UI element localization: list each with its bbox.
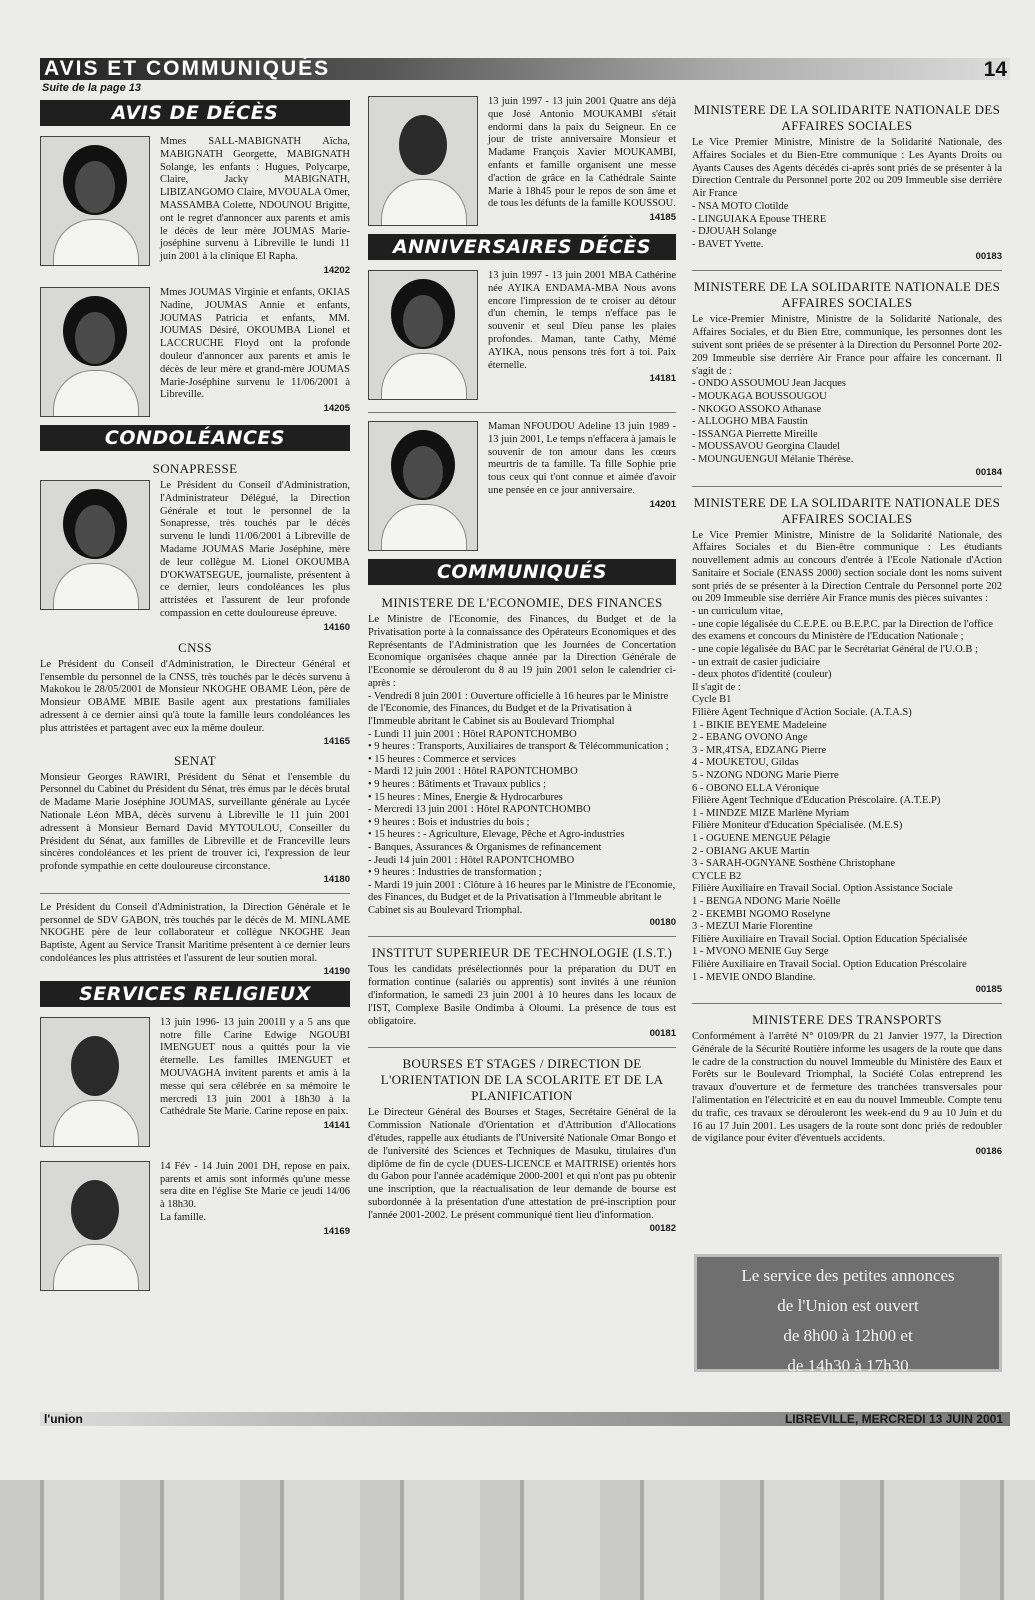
footer-dateline: LIBREVILLE, MERCREDI 13 JUIN 2001 (784, 1412, 1003, 1426)
list-item: - MOUNGUENGUI Mélanie Thérèse. (692, 453, 854, 465)
notice-ref: 14185 (649, 212, 676, 224)
anniversary-notice (368, 96, 676, 230)
list-item: 2 - OBIANG AKUE Martin (692, 845, 810, 857)
services-religieux-heading: SERVICES RELIGIEUX (40, 981, 350, 1007)
notice-ref: 14169 (323, 1225, 350, 1237)
section-title: AVIS ET COMMUNIQUÉS (44, 57, 331, 80)
communique-text: Le vice-Premier Ministre, Ministre de la Solidarité Nationale, des Affaires Sociales, et du Bien Etre, communique, les personnes dont les suivent sont priées de se présenter à la Direction du Personnel Porte 202-209 Immeuble sise derrière Air France pour affaire les concernant. Il s'agit de : (692, 314, 1002, 377)
notice-ref: 00184 (975, 466, 1002, 478)
sonapresse-title: SONAPRESSE (152, 460, 238, 476)
notice-text: Le Président du Conseil d'Administration, le Directeur Général et l'ensemble du personnel de la CNSS, très touchés par le décès survenu à Makokou le 28/05/2001 de Monsieur NKOGHE OBAME Léon, père de Monsieur OBAME MBIE Basile agent aux prestations familiales adressent à ce dernier ainsi qu'à toute la famille leurs condoléances les plus attristées et partagent avec eux la même douleur. (40, 658, 350, 734)
column-1 (40, 96, 350, 1295)
list-item: • 15 heures : Mines, Energie & Hydrocarbures (368, 791, 563, 803)
list-item: - un extrait de casier judiciaire (692, 656, 820, 668)
notice-ref: 00185 (975, 984, 1002, 996)
list-item: Filière Moniteur d'Education Spécialisée. (M.E.S) (692, 820, 903, 832)
list-item: 1 - BIKIE BEYEME Madeleine (692, 719, 827, 731)
list-item: Il s'agit de : (692, 681, 741, 693)
notice-text: 13 juin 1996- 13 juin 2001Il y a 5 ans que notre fille Carine Edwige NGOUBI IMENGUET nous a quittés pour la vie éternelle. Les familles IMENGUET et MOUVAGHA invitent parents et amis à la messe qui sera célébrée en sa mémoire le mercredi 13 juin 2001 à 18h30 à la Cathédrale Ste Marie. Carine repose en paix. (160, 1016, 350, 1118)
communique-title: MINISTERE DE L'ECONOMIE, DES FINANCES (381, 595, 663, 610)
continuation-note: Suite de la page 13 (42, 82, 142, 94)
list-item: 1 - OGUENE MENGUE Pélagie (692, 832, 831, 844)
list-item: - une copie légalisée du C.E.P.E. ou B.E.P.C. par la Direction de l'office des examens et concours du Ministère de l'Education Nationale ; (692, 618, 993, 643)
communique-title: INSTITUT SUPERIEUR DE TECHNOLOGIE (I.S.T.) (371, 945, 673, 961)
anniversary-notice (368, 270, 676, 404)
communique-text: Le Directeur Général des Bourses et Stages, Secrétaire Général de la Commission Nationale d'Orientation et d'Attribution d'Allocations d'études, rappelle aux étudiants de l'Université Nationale Omar Bongo et de l'université des Sciences et Techniques de Masuku, titulaires d'un diplôme de fin de cycle (DUES-LICENCE et MAITRISE) orientés hors du Gabon pour l'année académique 2000-2001 et qui n'ont pas pu obtenir une inscription, que la réactualisation de leur demande de bourse est subordonnée à la présentation d'une attestation de pré-inscription pour l'année 2001-2002. Le présent communiqué tient lieu d'information. (368, 1107, 676, 1221)
list-item: - Jeudi 14 juin 2001 : Hôtel RAPONTCHOMBO (368, 854, 575, 866)
list-item: Filière Auxiliaire en Travail Social. Option Education Préscolaire (692, 958, 967, 970)
communique-text: Le Vice Premier Ministre, Ministre de la Solidarité Nationale, des Affaires Sociales et du Bien-Etre communique : Les Ayants Droits ou Ayants Causes des Agents décédés ci-après sont priés de se présenter à la Direction Centrale du Personnel porte 202 ou 209 Immeuble sise derrière Air France (692, 137, 1002, 200)
list-item: 3 - SARAH-OGNYANE Sosthène Christophane (692, 858, 895, 870)
list-item: Filière Agent Technique d'Action Sociale. (A.T.A.S) (692, 707, 912, 719)
list-item: - une copie légalisée du BAC par le Secrétariat Général de l'U.O.B ; (692, 644, 978, 656)
portrait-photo (368, 421, 478, 551)
name-list (692, 606, 1002, 984)
notice-ref: 14205 (323, 403, 350, 415)
list-item: Filière Auxiliaire en Travail Social. Option Assistance Sociale (692, 883, 953, 895)
religious-service (40, 1017, 350, 1151)
notice-text: 13 juin 1997 - 13 juin 2001 MBA Cathérine née AYIKA ENDAMA-MBA Nous avons encore l'impression de te croiser au détour d'un chemin, le temps n'efface pas le souvenir et seul Dieu panse les plaies profondes. Maman, tante Cathy, Mémé AYIKA, nous pensons très fort à toi. Paix éternelle. (488, 270, 676, 371)
list-item: - Banques, Assurances & Organismes de refinancement (368, 841, 602, 853)
list-item: - DJOUAH Solange (692, 226, 777, 238)
notice-ref: 14190 (323, 965, 350, 977)
list-item: - NKOGO ASSOKO Athanase (692, 403, 822, 415)
list-item: - deux photos d'identité (couleur) (692, 669, 832, 681)
notice-ref: 00182 (649, 1222, 676, 1234)
notice-text: 13 juin 1997 - 13 juin 2001 Quatre ans déjà que José Antonio MOUKAMBI s'était endormi dans la paix du Seigneur. En ce jour de triste anniversaire Monsieur et Madame François Xavier MOUKAMBI, enfants et famille organisent une messe d'action de grâce en la Cathédrale Sainte Marie à 18h45 pour le repos de son âme et de tous les défunts de la famille KOUSSOU. (488, 96, 676, 210)
notice-text: Mmes SALL-MABIGNATH Aïcha, MABIGNATH Georgette, MABIGNATH Solange, les enfants : Hugues, Polycarpe, Claire, Jacky MABIGNATH, LIBIZANGOMO Claire, MVOUALA Omer, MASSAMBA Colette, NDOUNOU Brigitte, ont le regret d'annoncer aux parents et amis le décès de leur mère JOUMAS Marie-joséphine survenu à Libreville le lundi 11 juin 2001 à la clinique El Rapha. (160, 136, 350, 263)
list-item: - NSA MOTO Clotilde (692, 200, 789, 212)
anniversaires-heading: ANNIVERSAIRES DÉCÈS (368, 234, 676, 260)
notice-ref: 14201 (649, 498, 676, 510)
anniversary-notice (368, 421, 676, 555)
death-notice (40, 136, 350, 277)
list-item: Filière Agent Technique d'Education Préscolaire. (A.T.E.P) (692, 795, 941, 807)
list-item: - ONDO ASSOUMOU Jean Jacques (692, 378, 846, 390)
list-item: 3 - MEZUI Marie Florentine (692, 921, 813, 933)
notice-ref: 14141 (323, 1120, 350, 1132)
senat-title: SENAT (174, 752, 216, 768)
column-3 (692, 96, 1002, 1157)
portrait-photo (368, 270, 478, 400)
cnss-title: CNSS (178, 639, 212, 655)
communique-text: Le Vice Premier Ministre, Ministre de la Solidarité Nationale, des Affaires Sociales et du Bien-être communique : Les étudiants nouvellement admis au concours d'entrée à l'Ecole Nationale d'Action Sanitaire et Sociale (ENASS 2000) section sociale dont les noms suivent sont priés de se présenter à la Direction Centrale du Personnel porte 202 ou 209 Immeuble sise derrière Air France munis des pièces suivantes : (692, 529, 1002, 605)
notice-text: 14 Fév - 14 Juin 2001 DH, repose en paix. parents et amis sont informés qu'une messe sera dite en l'église Ste Marie ce jeudi 14/06 à 18h30. (160, 1160, 350, 1211)
list-item: 2 - EBANG OVONO Ange (692, 732, 808, 744)
avis-deces-heading: AVIS DE DÉCÈS (40, 100, 350, 126)
list-item: 1 - MINDZE MIZE Marlène Myriam (692, 807, 850, 819)
notice-ref: 14165 (323, 735, 350, 747)
portrait-photo (40, 1161, 150, 1291)
list-item: 2 - EKEMBI NGOMO Roselyne (692, 908, 831, 920)
name-list (692, 378, 1002, 466)
portrait-photo (368, 96, 478, 226)
communique-text: Conformément à l'arrêté N° 0109/PR du 21 Janvier 1977, la Direction Générale de la Sécurité Routière informe les usagers de la route que dans le cadre de la construction du nouvel Immeuble du Ministère des Eaux et Forêts sur le Boulevard Triomphal, la Société Colas entreprend les travaux d'ouverture et de fermeture des tranchées transversales pour l'alimentation en l'électricité et en eau du nouvel Immeuble. Compte tenu du trafic, ces travaux se dérouleront les week-end du 9 au 10 Juin et du 16 au 17 Juin 2001. Les usagers de la route sont donc priés de redoubler de vigilance pour éviter d'éventuels accidents. (692, 1031, 1002, 1145)
list-item: • 15 heures : - Agriculture, Elevage, Pêche et Agro-industries (368, 829, 625, 841)
notice-ref: 00181 (649, 1028, 676, 1040)
list-item: 1 - MVONO MENIE Guy Serge (692, 946, 829, 958)
list-item: - LINGUIAKA Epouse THERE (692, 213, 827, 225)
list-item: - Lundi 11 juin 2001 : Hôtel RAPONTCHOMBO (368, 728, 577, 740)
communique-title: BOURSES ET STAGES / DIRECTION DE L'ORIENTATION DE LA SCOLARITE ET DE LA PLANIFICATION (380, 1056, 664, 1104)
name-list (692, 201, 1002, 251)
portrait-photo (40, 480, 150, 610)
portrait-photo (40, 1017, 150, 1147)
list-item: Filière Auxiliaire en Travail Social. Option Education Spécialisée (692, 933, 968, 945)
list-item: • 9 heures : Industries de transformation ; (368, 867, 542, 879)
schedule-list (368, 691, 676, 918)
notice-ref: 14202 (323, 264, 350, 276)
list-item: 3 - MR,4TSA, EDZANG Pierre (692, 744, 827, 756)
list-item: - Mercredi 13 juin 2001 : Hôtel RAPONTCHOMBO (368, 804, 591, 816)
notice-ref: 00183 (975, 251, 1002, 263)
communique-title: MINISTERE DE LA SOLIDARITE NATIONALE DES AFFAIRES SOCIALES (693, 494, 1001, 526)
condoleances-heading: CONDOLÉANCES (40, 425, 350, 451)
ad-line: de 8h00 à 12h00 et (783, 1326, 913, 1345)
ad-line: de 14h30 à 17h30 (787, 1356, 909, 1375)
list-item: 1 - BENGA NDONG Marie Noëlle (692, 895, 841, 907)
notice-ref: 00180 (649, 917, 676, 929)
classifieds-ad-box (694, 1254, 1002, 1375)
list-item: • 9 heures : Transports, Auxiliaires de transport & Télécommunication ; (368, 741, 669, 753)
death-notice (40, 287, 350, 421)
ad-line: Le service des petites annonces (741, 1266, 955, 1285)
notice-signature: La famille. (160, 1212, 207, 1224)
list-item: 6 - OBONO ELLA Véronique (692, 782, 819, 794)
column-2 (368, 96, 676, 1234)
list-item: - MOUSSAVOU Georgina Claudel (692, 441, 841, 453)
list-item: • 9 heures : Bâtiments et Travaux publics ; (368, 778, 547, 790)
list-item: 4 - MOUKETOU, Gildas (692, 757, 799, 769)
religious-service (40, 1161, 350, 1295)
list-item: - Vendredi 8 juin 2001 : Ouverture officielle à 16 heures par le Ministre de l'Economie, des Finances, du Budget et de la Privatisation à l'Immeuble abritant le Cabinet sis au Boulevard Triomphal (368, 690, 669, 727)
notice-ref: 14180 (323, 873, 350, 885)
notice-text: Maman NFOUDOU Adeline 13 juin 1989 - 13 juin 2001, Le temps n'effacera à jamais le souvenir de ton amour dans les cœurs meurtris de ta famille. Ta fille Sophie prie tous ceux qui t'ont connue et aimée d'avoir une pensée en ce jour anniversaire. (488, 421, 676, 496)
list-item: CYCLE B2 (692, 870, 742, 882)
list-item: • 9 heures : Bois et industries du bois ; (368, 816, 530, 828)
list-item: - ALLOGHO MBA Faustin (692, 416, 808, 428)
notice-ref: 14160 (323, 621, 350, 633)
notice-ref: 14181 (649, 373, 676, 385)
notice-ref: 00186 (975, 1146, 1002, 1158)
communique-title: MINISTERE DE LA SOLIDARITE NATIONALE DES AFFAIRES SOCIALES (693, 102, 1001, 133)
communique-text: Tous les candidats présélectionnés pour la préparation du DUT en formation continue (salariés ou apprentis) sont invités à une réunion d'information, le samedi 23 juin 2001 à 10 heures dans les locaux de l'IST, Complexe Basile Ondimba à Oloumi. La présence de tous est obligatoire. (368, 964, 676, 1027)
list-item: Cycle B1 (692, 694, 732, 706)
notice-text: Mmes JOUMAS Virginie et enfants, OKIAS Nadine, JOUMAS Annie et enfants, JOUMAS Patricia et enfants, MM. JOUMAS Désiré, OKOUMBA Lionel et LACCRUCHE Floyd ont la profonde douleur d'annoncer aux parents et amis le décès de leur mère et grand-mère JOUMAS Marie-Joséphine survenu le 11/06/2001 à Libreville. (160, 286, 350, 401)
portrait-photo (40, 136, 150, 266)
list-item: - Mardi 12 juin 2001 : Hôtel RAPONTCHOMBO (368, 766, 578, 778)
communiques-heading: COMMUNIQUÉS (368, 559, 676, 585)
communique-text: Le Ministre de l'Economie, des Finances, du Budget et de la Privatisation porte à la connaissance des Opérateurs Economiques et des Représentants de l'Administration que les Journées de Concertation Economique organisées chaque année par la Direction Générale de l'Economie se dérouleront du 8 au 19 juin 2001 selon le calendrier ci-après : (368, 614, 676, 689)
notice-text: Le Président du Conseil d'Administration, la Direction Générale et le personnel de SDV GABON, très touchés par le décès de M. MINLAME NKOGHE père de leur collaborateur et collègue NKOGHE Jean Baptiste, Agent au Service Transit Maritime présentent à ce dernier leurs condoléances les plus attristées et l'assurent de leur soutien moral. (40, 901, 350, 965)
ad-line: de l'Union est ouvert (777, 1296, 919, 1315)
list-item: - un curriculum vitae, (692, 606, 783, 618)
scan-margin (0, 1480, 1035, 1600)
page-number: 14 (983, 58, 1007, 81)
list-item: - ISSANGA Pierrette Mireille (692, 428, 818, 440)
communique-title: MINISTERE DES TRANSPORTS (752, 1012, 942, 1028)
notice-text: Monsieur Georges RAWIRI, Président du Sénat et l'ensemble du Personnel du Cabinet du Président du Sénat, très émus par le décès brutal de Madame Marie Joséphine JOUMAS, surveillante générale au Lycée Nationale Léon MBA, décès survenu à Libreville le 11 juin 2001 adressent à Monsieur Bernard David MYTOULOU, Conseiller du Président du Sénat, aux familles de Libreville et de Franceville leurs sincères condoléances et les prient de trouver ici, l'expression de leur profonde sympathie en cette douloureuse circonstance. (40, 771, 350, 873)
list-item: - MOUKAGA BOUSSOUGOU (692, 390, 827, 402)
newspaper-name: l'union (44, 1412, 83, 1426)
condolence-notice (40, 480, 350, 634)
portrait-photo (40, 287, 150, 417)
communique-title: MINISTERE DE LA SOLIDARITE NATIONALE DES AFFAIRES SOCIALES (693, 279, 1001, 311)
list-item: 5 - NZONG NDONG Marie Pierre (692, 770, 839, 781)
list-item: • 15 heures : Commerce et services (368, 753, 516, 765)
list-item: - Mardi 19 juin 2001 : Clôture à 16 heures par le Ministre de l'Economie, des Finances, du Budget et de la Privatisation à l'Immeuble abritant le Cabinet sis au Boulevard Triomphal. (368, 879, 676, 916)
list-item: 1 - MEVIE ONDO Blandine. (692, 971, 816, 983)
list-item: - BAVET Yvette. (692, 238, 764, 250)
notice-text: Le Président du Conseil d'Administration, l'Administrateur Délégué, la Direction Générale et tout le personnel de la Sonapresse, très touchés par le décès survenu le lundi 11/06/2001 à Libreville de Madame JOUMAS Marie Joséphine, mère de leur collègue M. Lionel OKOUMBA D'OKWATSEGUE, journaliste, présentent à ce dernier, leurs condoléances les plus attristées et l'assurent de leur profonde compassion en cette douloureuse épreuve. (160, 479, 350, 619)
